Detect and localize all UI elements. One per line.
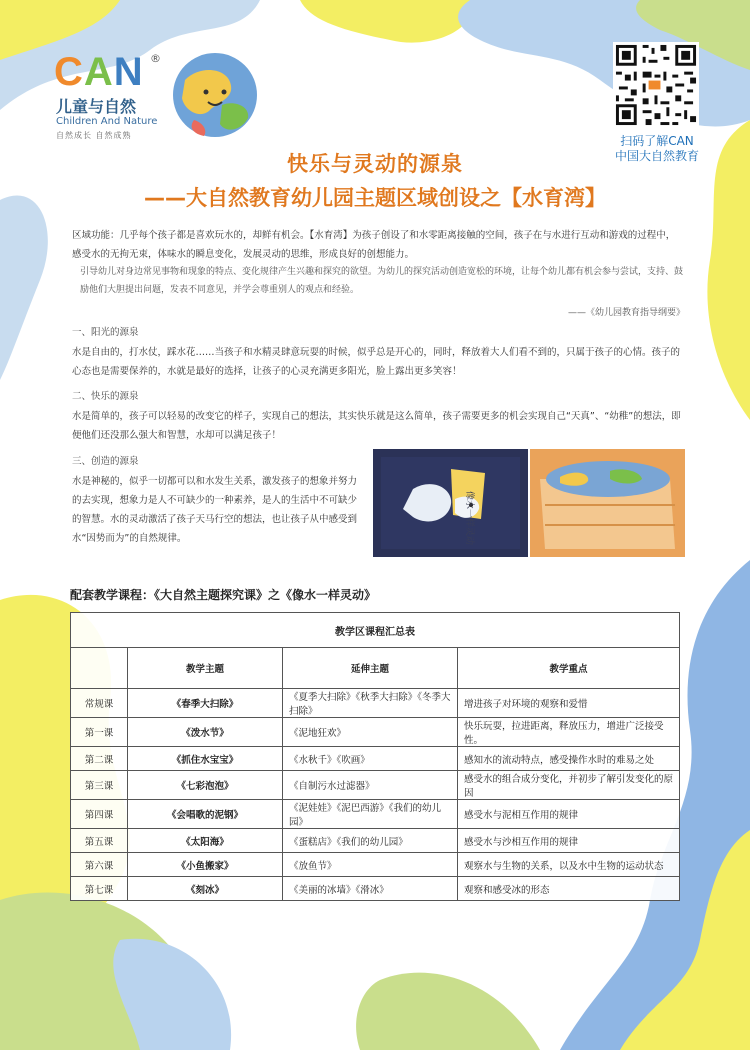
table-caption: 教学区课程汇总表 bbox=[71, 613, 680, 648]
table-row bbox=[71, 718, 680, 747]
guideline-quote: 引导幼儿对身边常见事物和现象的特点、变化规律产生兴趣和探究的欲望。为幼儿的探究活动创造宽松的环境，让每个幼儿都有机会参与尝试，支持、鼓励他们大胆提出问题，发表不同意见，并学会尊重别人的观点和经验。 bbox=[80, 267, 684, 295]
row-extension: 《自制污水过滤器》 bbox=[283, 771, 458, 800]
table-row bbox=[71, 853, 680, 877]
blob-top-center-yellow bbox=[300, 0, 471, 43]
page-title: 快乐与灵动的源泉 bbox=[287, 152, 463, 176]
row-extension: 《泥地狂欢》 bbox=[283, 718, 458, 747]
blob-left-mid-blue bbox=[0, 195, 48, 380]
section-heading-joy: 二、快乐的源泉 bbox=[72, 391, 139, 402]
row-theme: 《春季大扫除》 bbox=[128, 689, 283, 718]
row-theme: 《泼水节》 bbox=[128, 718, 283, 747]
activity-box-photo bbox=[530, 449, 685, 557]
section-text-creation: 水是神秘的，似乎一切都可以和水发生关系，激发孩子的想象并努力的去实现，想象力是人不可缺少的一种素养，是人的生活中不可缺少的智慧。水的灵动激活了孩子天马行空的想法，也让孩子从中感受到水“因势而为”的自然规律。 bbox=[72, 476, 358, 544]
row-focus: 感受水的组合成分变化，并初步了解引发变化的原因 bbox=[458, 771, 680, 800]
qr-caption-line2: 中国大自然教育 bbox=[614, 149, 699, 163]
logo-name-en: Children And Nature bbox=[56, 116, 158, 127]
row-extension: 《泥娃娃》《泥巴西游》《我们的幼儿园》 bbox=[283, 800, 458, 829]
table-header-row bbox=[71, 648, 680, 689]
row-extension: 《蛋糕店》《我们的幼儿园》 bbox=[283, 829, 458, 853]
book-cover-photo bbox=[373, 449, 528, 557]
row-theme: 《太阳海》 bbox=[128, 829, 283, 853]
row-lesson: 第六课 bbox=[71, 853, 128, 877]
row-lesson: 第七课 bbox=[71, 877, 128, 901]
qr-caption-line1: 扫码了解CAN bbox=[620, 134, 694, 148]
header-focus: 教学重点 bbox=[458, 648, 680, 689]
row-lesson: 常规课 bbox=[71, 689, 128, 718]
row-theme: 《会唱歌的泥钢》 bbox=[128, 800, 283, 829]
row-extension: 《夏季大扫除》《秋季大扫除》《冬季大扫除》 bbox=[283, 689, 458, 718]
row-lesson: 第三课 bbox=[71, 771, 128, 800]
table-row bbox=[71, 747, 680, 771]
row-lesson: 第四课 bbox=[71, 800, 128, 829]
table-row bbox=[71, 829, 680, 853]
section-heading-sunshine: 一、阳光的源泉 bbox=[72, 327, 139, 338]
logo-wordmark: CAN bbox=[54, 50, 144, 94]
row-focus: 观察水与生物的关系，以及水中生物的运动状态 bbox=[458, 853, 680, 877]
blob-bottom-center-green bbox=[356, 973, 540, 1050]
row-focus: 感受水与泥相互作用的规律 bbox=[458, 800, 680, 829]
row-lesson: 第二课 bbox=[71, 747, 128, 771]
row-focus: 增进孩子对环境的观察和爱惜 bbox=[458, 689, 680, 718]
header-theme: 教学主题 bbox=[128, 648, 283, 689]
table-row bbox=[71, 689, 680, 718]
course-table bbox=[70, 612, 680, 901]
registered-mark: ® bbox=[150, 52, 161, 65]
row-extension: 《放鱼节》 bbox=[283, 853, 458, 877]
globe-face-icon bbox=[170, 50, 260, 140]
book-title-text: 像水一样灵动 bbox=[464, 491, 474, 546]
header-extension: 延伸主题 bbox=[283, 648, 458, 689]
row-theme: 《抓住水宝宝》 bbox=[128, 747, 283, 771]
logo-tagline: 自然成长 自然成熟 bbox=[56, 131, 132, 140]
row-focus: 感受水与沙相互作用的规律 bbox=[458, 829, 680, 853]
table-caption-row bbox=[71, 613, 680, 648]
section-heading-creation: 三、创造的源泉 bbox=[72, 456, 139, 467]
course-title: 配套教学课程：《大自然主题探究课》之《像水一样灵动》 bbox=[70, 588, 377, 602]
table-row bbox=[71, 800, 680, 829]
row-theme: 《刻冰》 bbox=[128, 877, 283, 901]
row-focus: 观察和感受冰的形态 bbox=[458, 877, 680, 901]
quote-source: ——《幼儿园教育指导纲要》 bbox=[567, 308, 685, 318]
row-theme: 《七彩泡泡》 bbox=[128, 771, 283, 800]
table-row bbox=[71, 877, 680, 901]
area-function-text: 区域功能：几乎每个孩子都是喜欢玩水的，却鲜有机会。【水育湾】为孩子创设了和水零距离接触的空间，孩子在与水进行互动和游戏的过程中，感受水的无拘无束，体味水的瞬息变化，发展灵动的思维，形成良好的创想能力。 bbox=[72, 230, 676, 260]
page-subtitle: ——大自然教育幼儿园主题区域创设之【水育湾】 bbox=[144, 186, 606, 210]
row-lesson: 第五课 bbox=[71, 829, 128, 853]
header-lesson bbox=[71, 648, 128, 689]
section-text-sunshine: 水是自由的，打水仗，踩水花……当孩子和水精灵肆意玩耍的时候，似乎总是开心的，同时，释放着大人们看不到的，只属于孩子的心情。孩子的心态也是需要保养的，水就是最好的选择，让孩子的心灵充满更多阳光，脸上露出更多笑容！ bbox=[72, 347, 681, 377]
row-focus: 感知水的流动特点，感受操作水时的难易之处 bbox=[458, 747, 680, 771]
row-theme: 《小鱼搬家》 bbox=[128, 853, 283, 877]
section-text-joy: 水是简单的，孩子可以轻易的改变它的样子，实现自己的想法，其实快乐就是这么简单，孩子需要更多的机会实现自己“天真”、“幼稚”的想法，即便他们还没那么强大和智慧，水却可以满足孩子！ bbox=[72, 411, 681, 441]
row-focus: 快乐玩耍，拉进距离，释放压力，增进广泛接受性。 bbox=[458, 718, 680, 747]
logo-name-cn: 儿童与自然 bbox=[56, 97, 137, 116]
table-row bbox=[71, 771, 680, 800]
qr-code bbox=[613, 42, 699, 128]
row-extension: 《水秋千》《吹画》 bbox=[283, 747, 458, 771]
row-extension: 《美丽的冰墙》《滑冰》 bbox=[283, 877, 458, 901]
row-lesson: 第一课 bbox=[71, 718, 128, 747]
brand-logo bbox=[52, 48, 262, 148]
